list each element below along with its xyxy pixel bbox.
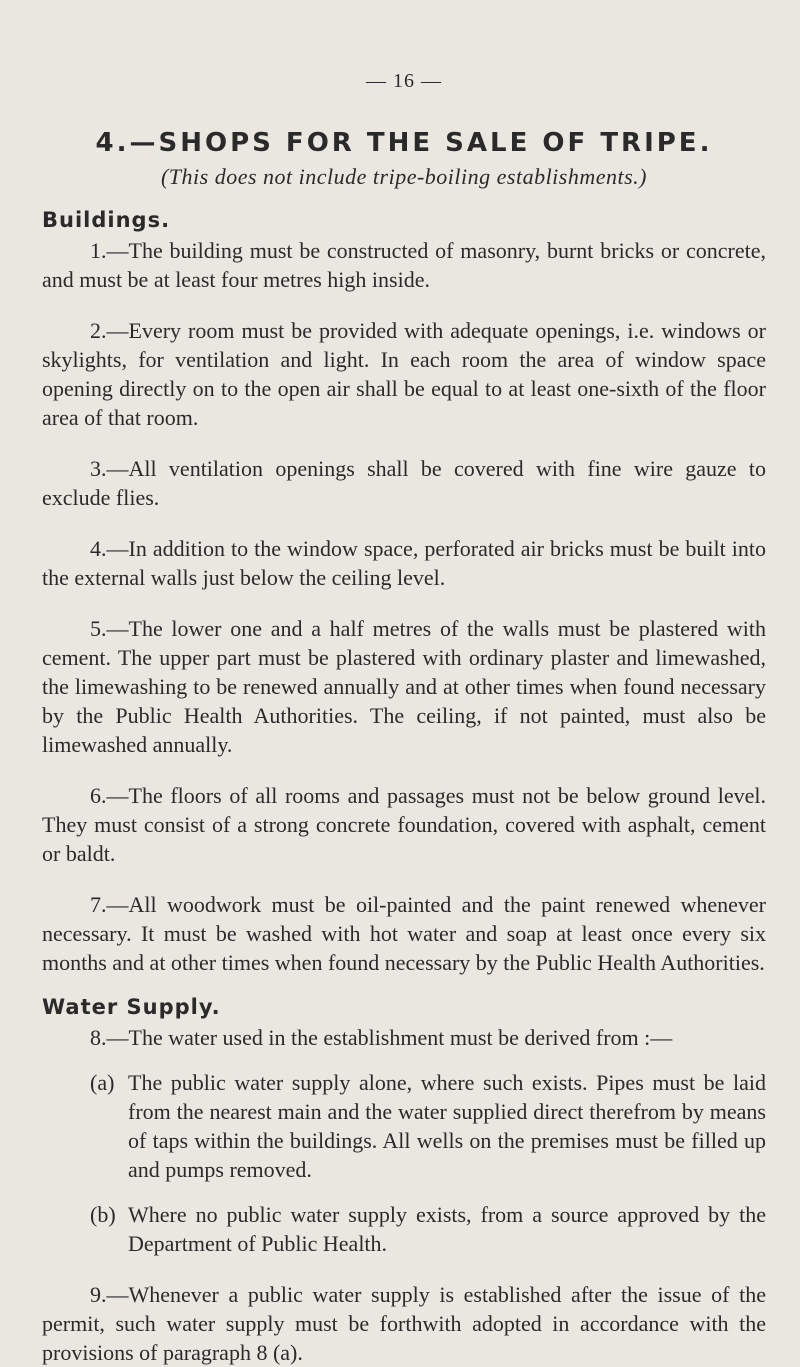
paragraph-8: 8.—The water used in the establishment must be derived from :— <box>90 1025 673 1050</box>
sub-item-label: (a) <box>90 1070 115 1095</box>
sub-item-text: Where no public water supply exists, from a source approved by the Department of Public Health. <box>128 1202 766 1256</box>
section-title: 4.—SHOPS FOR THE SALE OF TRIPE. <box>95 128 713 158</box>
water-supply-heading: Water Supply. <box>42 995 221 1019</box>
paragraph-3: 3.—All ventilation openings shall be covered with fine wire gauze to exclude flies. <box>42 456 766 510</box>
sub-item-text: The public water supply alone, where such exists. Pipes must be laid from the nearest main and the water supplied direct therefrom by means of taps within the buildings. All wells on the premises must be filled up and pumps removed. <box>128 1070 766 1182</box>
paragraph-9: 9.—Whenever a public water supply is established after the issue of the permit, such water supply must be forthwith adopted in accordance with the provisions of paragraph 8 (a). <box>42 1282 766 1365</box>
paragraph-2: 2.—Every room must be provided with adequate openings, i.e. windows or skylights, for ventilation and light. In each room the area of window space opening directly on to the open air shall be equal to at least one-sixth of the floor area of that room. <box>42 318 766 430</box>
paragraph-1: 1.—The building must be constructed of masonry, burnt bricks or concrete, and must be at least four metres high inside. <box>42 238 766 292</box>
paragraph-7: 7.—All woodwork must be oil-painted and the paint renewed whenever necessary. It must be washed with hot water and soap at least once every six months and at other times when found necessary by the Public Health Authorities. <box>42 892 766 975</box>
section-subtitle: (This does not include tripe-boiling establishments.) <box>160 164 648 189</box>
paragraph-6: 6.—The floors of all rooms and passages must not be below ground level. They must consist of a strong concrete foundation, covered with asphalt, cement or baldt. <box>42 783 766 866</box>
sub-item-b <box>42 1200 766 1258</box>
sub-item-a <box>42 1068 766 1184</box>
paragraph-4: 4.—In addition to the window space, perforated air bricks must be built into the external walls just below the ceiling level. <box>42 536 766 590</box>
page-number: — 16 — <box>366 70 442 92</box>
buildings-heading: Buildings. <box>42 208 171 232</box>
paragraph-5: 5.—The lower one and a half metres of the walls must be plastered with cement. The upper part must be plastered with ordinary plaster and limewashed, the limewashing to be renewed annually and at other times when found necessary by the Public Health Authorities. The ceiling, if not painted, must also be limewashed annually. <box>42 616 766 757</box>
sub-item-label: (b) <box>90 1202 116 1227</box>
